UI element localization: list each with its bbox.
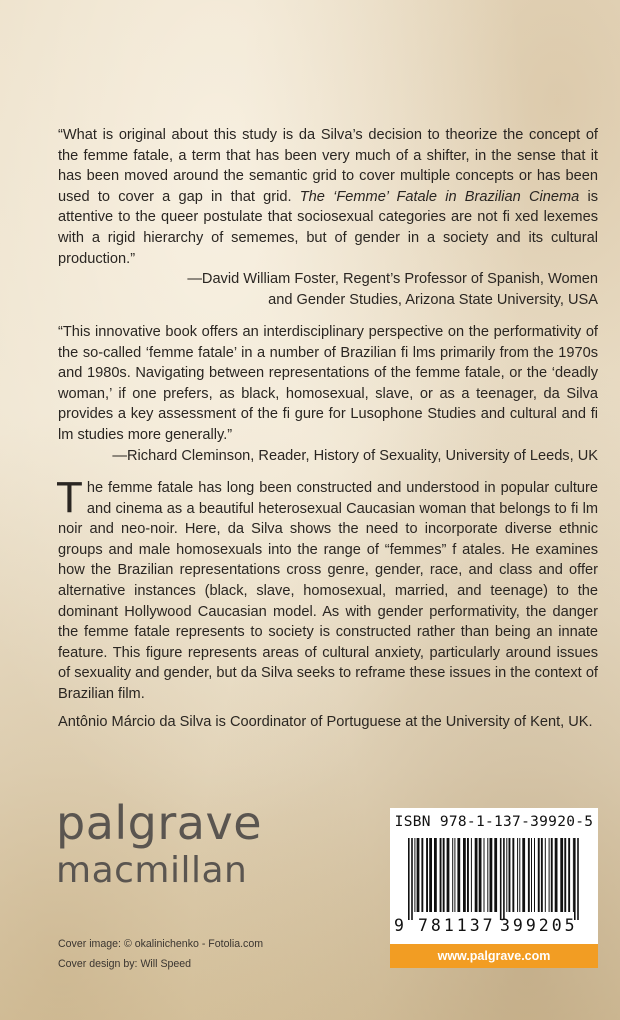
quote-attribution-line2: and Gender Studies, Arizona State University, USA [268,291,598,308]
cover-credits [58,934,263,974]
barcode-bar [519,838,520,912]
book-description [56,473,598,705]
barcode-bar [417,838,420,912]
barcode-bar [471,838,472,912]
barcode-bar [574,838,576,920]
barcode-bar [568,838,570,912]
barcode-bar [426,838,428,912]
barcode-bar [447,838,450,912]
barcode-digits-left: 781137 [418,916,496,935]
barcode-bar [503,838,505,920]
barcode-bar [549,838,550,912]
barcode-bar [531,838,532,912]
barcode-bar [545,838,546,912]
barcode-bar [555,838,558,912]
quote-attribution: —Richard Cleminson, Reader, History of Sexuality, University of Leeds, UK [112,447,598,464]
barcode-bar [494,838,497,912]
review-quote-cleminson [58,322,598,466]
barcode-bar [479,838,482,912]
barcode-bar [408,838,410,920]
quote-attribution-line1: —David William Foster, Regent’s Professor of Spanish, Women [187,271,598,288]
cover-image-credit: Cover image: © okalinichenko - Fotolia.com [58,938,264,950]
logo-line1: palgrave [56,796,262,850]
barcode-bar [454,838,455,912]
barcode-bar [490,838,493,912]
quote-text-cont: is attentive to the queer postulate that sociosexual categories are not fi xed lexemes with a rigid hierarchy of sememes, but of gender in a society and its cultural production.” [58,188,599,267]
quote-text: “This innovative book offers an interdisciplinary perspective on the performativity of the so-called ‘femme fatale’ in a number of Brazilian fi lms primarily from the 1970s and 1980s. Navigating between representations of the femme fatale, or the ‘deadly woman,’ if one prefers, as black, homosexual, slave, or as a teenager, da Silva provides a key assessment of the fi gure for Lusophone Studies and cultural and fi lm studies more generally.” [58,324,598,443]
review-quote-foster [58,125,598,310]
barcode-digit-first: 9 [394,916,404,935]
barcode-bar [573,838,574,912]
publisher-url: www.palgrave.com [390,944,598,968]
barcode-bar [429,838,432,912]
barcode-bar [512,838,514,912]
barcode-bar [564,838,566,912]
barcode-bar [467,838,469,912]
barcode-bar [463,838,466,912]
barcode-bar [509,838,511,912]
logo-line2: macmillan [56,850,248,891]
barcode-bar [500,838,502,920]
barcode-bar [517,838,518,912]
barcode-bar [560,838,563,912]
author-bio: Antônio Márcio da Silva is Coordinator of Portuguese at the University of Kent, UK. [58,714,593,730]
drop-cap: T [56,473,83,522]
barcode-bar [484,838,485,912]
barcode-bar [534,838,535,912]
barcode-bar [551,838,553,912]
barcode-bar [487,838,488,912]
isbn-label: ISBN 978-1-137-39920-5 [394,814,594,830]
book-title: The ‘Femme’ Fatale in Brazilian Cinema [299,188,580,205]
barcode-bar [577,838,579,920]
barcode-bar [443,838,445,912]
barcode-bar [528,838,530,912]
barcode-bar [457,838,460,912]
publisher-logo [56,798,262,892]
barcode-bar [541,838,543,912]
isbn-barcode-panel [390,808,598,968]
description-text: he femme fatale has long been constructed and understood in popular culture and cinema as a beautiful heterosexual Caucasian woman that belongs to fi lm noir and neo-noir. Here, da Silva shows the need to incorporate diverse ethnic groups and male homosexuals into the range of “femmes” f atales. He examines how the Brazilian representations cross genre, gender, race, and class and offer alternative instances (black, slave, homosexual, married, and teenage) to the dominant Hollywood Caucasian model. As with gender performativity, the danger the femme fatale represents to society is constructed rather than being an innate feature. This figure represents areas of cultural anxiety, particularly around issues of sexuality and gender, but da Silva seeks to reframe these issues in the context of Brazilian film. [58,480,598,702]
barcode-image [408,838,580,920]
quote-text: “What is original about this study is da Silva’s decision to theorize the concept of the femme fatale, a term that has been very much of a shifter, in the sense that it has been moved around the semantic grid to cover multiple concepts or has been used to cover a gap in that grid. [58,127,598,205]
barcode-bar [411,838,413,920]
barcode-bar [414,838,415,912]
barcode-bar [475,838,478,912]
barcode-bar [434,838,437,912]
barcode-bar [522,838,525,912]
cover-design-credit: Cover design by: Will Speed [58,958,192,970]
barcode-bar [452,838,453,912]
barcode-bar [421,838,423,912]
barcode-bar [440,838,442,912]
barcode-digits-right: 399205 [500,916,578,935]
barcode-bar [506,838,507,912]
barcode-bar [538,838,540,912]
